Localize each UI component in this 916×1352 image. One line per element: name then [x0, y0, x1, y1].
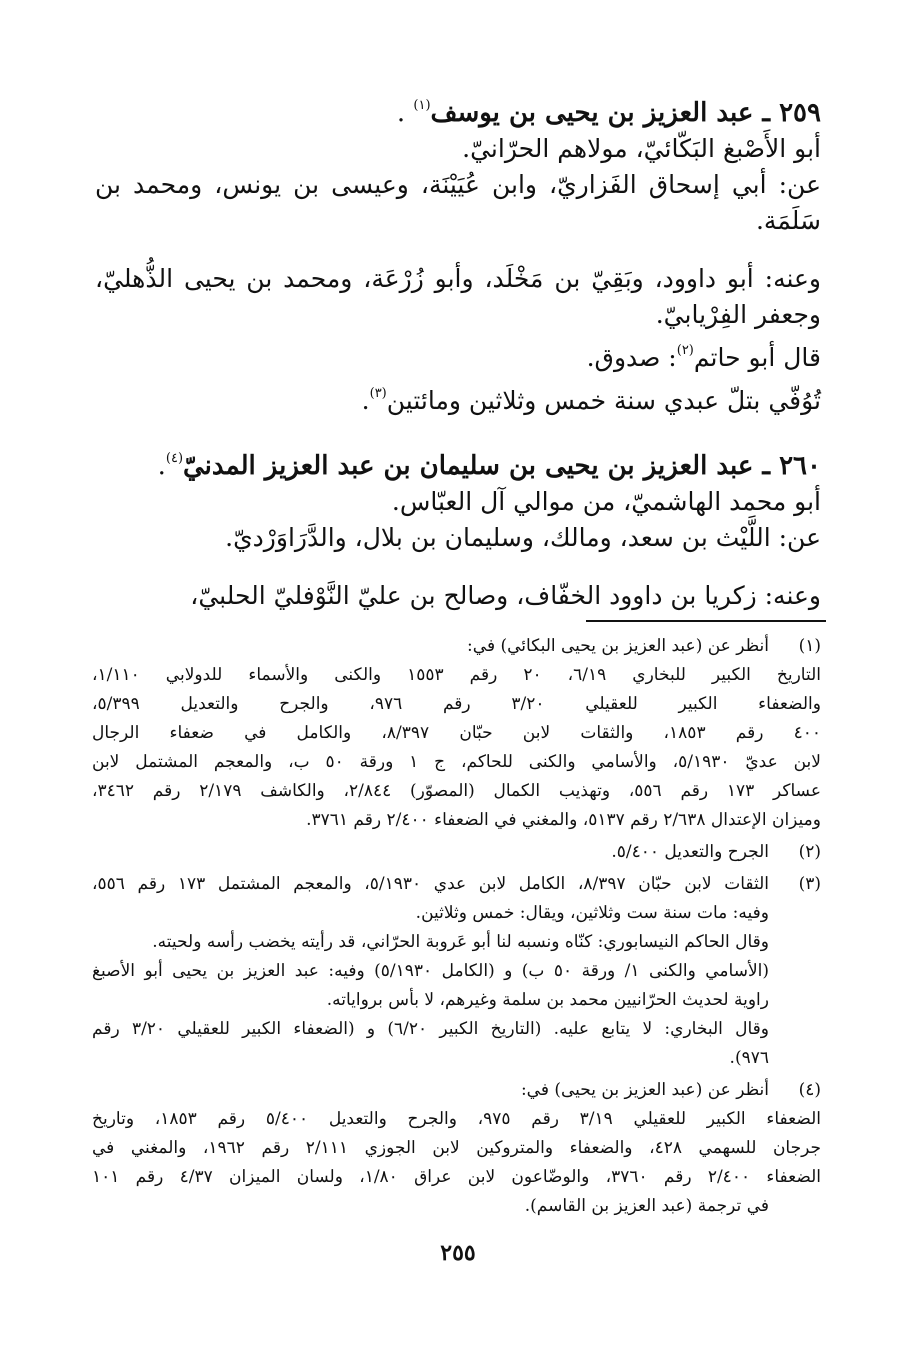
- footnote-line: أنظر عن (عبد العزيز بن يحيى البكائي) في:: [467, 636, 769, 656]
- entry-260-students: وعنه: زكريا بن داوود الخفّاف، وصالح بن عليّ النَّوْفليّ الحلبيّ،: [190, 581, 821, 610]
- footnote-number: (٣): [798, 874, 821, 894]
- footnote-line: ٩٧٦).: [729, 1048, 769, 1068]
- footnote-line: وقال الحاكم النيسابوري: كنّاه ونسبه لنا أبو عَروبة الحرّاني، قد رأيته يخضب رأسه ولحيته.: [152, 932, 769, 952]
- footnote-3: [92, 870, 821, 1073]
- footnote-ref-3[interactable]: (٣): [369, 386, 387, 401]
- entry-259-teachers-line-2: سَلَمَة.: [755, 206, 821, 235]
- footnote-ref-4[interactable]: (٤): [165, 451, 184, 466]
- footnote-line: التاريخ الكبير للبخاري ٦/١٩، ٢٠ رقم ١٥٥٣ والكنى والأسماء للدولابي ١/١١٠،: [92, 665, 821, 685]
- footnote-line: وفيه: مات سنة ست وثلاثين، ويقال: خمس وثلاثين.: [415, 903, 769, 923]
- page-number: ٢٥٥: [440, 1240, 476, 1266]
- footnote-line: وميزان الإعتدال ٢/٦٣٨ رقم ٥١٣٧، والمغني في الضعفاء ٢/٤٠٠ رقم ٣٧٦١.: [306, 810, 821, 830]
- entry-heading-260: ٢٦٠ ـ عبد العزيز بن يحيى بن سليمان بن عبد العزيز المدنيّ$^{(٤)}$.: [157, 451, 821, 481]
- entry-259-grading: قال أبو حاتم$^{(٢)}$: صدوق.: [586, 343, 821, 372]
- footnote-line: الجرح والتعديل ٥/٤٠٠.: [611, 842, 769, 862]
- entry-heading-259: ٢٥٩ ـ عبد العزيز بن يحيى بن يوسف$^{(١)}$ .: [396, 98, 821, 128]
- footnote-line: عساكر ١٧٣ رقم ٥٥٦، وتهذيب الكمال (المصوّر) ٢/٨٤٤، والكاشف ٢/١٧٩ رقم ٣٤٦٢،: [92, 781, 821, 801]
- footnote-1: [92, 632, 821, 835]
- entry-260-kunya: أبو محمد الهاشميّ، من موالي آل العبّاس.: [391, 487, 821, 516]
- footnotes: [92, 632, 821, 1221]
- footnote-line: في ترجمة (عبد العزيز بن القاسم).: [524, 1196, 769, 1216]
- main-text: [95, 88, 821, 614]
- footnote-4: [92, 1076, 821, 1221]
- footnote-line: لابن عديّ ٥/١٩٣٠، والأسامي والكنى للحاكم، ج ١ ورقة ٥٠ ب، والمعجم المشتمل لابن: [92, 752, 821, 772]
- footnote-2: [92, 838, 821, 867]
- footnote-ref-1[interactable]: (١): [413, 98, 431, 113]
- footnote-line: وقال البخاري: لا يتابع عليه. (التاريخ الكبير ٦/٢٠) و (الضعفاء الكبير للعقيلي ٣/٢٠ رقم: [92, 1019, 769, 1039]
- footnote-line: (الأسامي والكنى ١/ ورقة ٥٠ ب) و (الكامل ٥/١٩٣٠) وفيه: عبد العزيز بن يحيى أبو الأصبغ: [92, 961, 769, 981]
- footnote-number: (١): [798, 636, 821, 656]
- footnote-line: الضعفاء ٢/٤٠٠ رقم ٣٧٦٠، والوضّاعون لابن عراق ١/٨٠، ولسان الميزان ٤/٣٧ رقم ١٠١: [92, 1167, 821, 1187]
- entry-259-death: تُوُفّي بتلّ عبدي سنة خمس وثلاثين ومائتين$^{(٣)}$.: [361, 386, 821, 415]
- footnote-line: راوية لحديث الحرّانيين محمد بن سلمة وغيرهم، لا بأس برواياته.: [326, 990, 769, 1010]
- entry-259-teachers-line-1: عن: أبي إسحاق الفَزاريّ، وابن عُيَيْنَة، وعيسى بن يونس، ومحمد بن: [95, 170, 821, 199]
- footnote-separator: [586, 620, 826, 622]
- footnote-number: (٤): [798, 1080, 821, 1100]
- footnote-line: ٤٠٠ رقم ١٨٥٣، والثقات لابن حبّان ٨/٣٩٧، والكامل في ضعفاء الرجال: [92, 723, 821, 743]
- entry-259-students-line-1: وعنه: أبو داوود، وبَقِيّ بن مَخْلَد، وأبو زُرْعَة، ومحمد بن يحيى الذُّهليّ،: [95, 264, 821, 293]
- entry-259-kunya: أبو الأَصْبغ البَكّائيّ، مولاهم الحرّانيّ.: [462, 134, 821, 163]
- footnote-line: أنظر عن (عبد العزيز بن يحيى) في:: [520, 1080, 769, 1100]
- footnote-line: الضعفاء الكبير للعقيلي ٣/١٩ رقم ٩٧٥، والجرح والتعديل ٥/٤٠٠ رقم ١٨٥٣، وتاريخ: [92, 1109, 821, 1129]
- footnote-line: جرجان للسهمي ٤٢٨، والضعفاء والمتروكين لابن الجوزي ٢/١١١ رقم ١٩٦٢، والمغني في: [92, 1138, 822, 1158]
- footnote-line: والضعفاء الكبير للعقيلي ٣/٢٠ رقم ٩٧٦، والجرح والتعديل ٥/٣٩٩،: [92, 694, 821, 714]
- footnote-ref-2[interactable]: (٢): [676, 343, 694, 358]
- footnote-line: الثقات لابن حبّان ٨/٣٩٧، الكامل لابن عدي ٥/١٩٣٠، والمعجم المشتمل ١٧٣ رقم ٥٥٦،: [92, 874, 770, 894]
- entry-259-students-line-2: وجعفر الفِرْيابيّ.: [655, 300, 821, 329]
- entry-260-teachers: عن: اللَّيْث بن سعد، ومالك، وسليمان بن بلال، والدَّرَاوَرْديّ.: [225, 523, 821, 552]
- footnote-number: (٢): [798, 842, 821, 862]
